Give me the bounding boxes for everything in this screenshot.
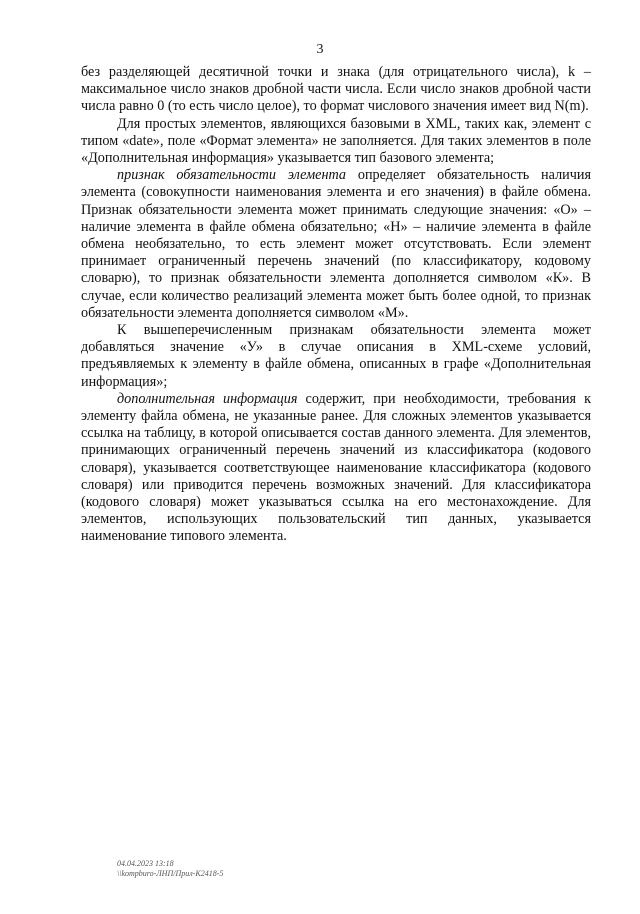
paragraph-2 (81, 116, 591, 168)
paragraph-text: определяет обязательность наличия элемента (совокупности наименования элемента и его значения) в файле обмена. Признак обязательности элемента может принимать следующие значения: «О» – наличие элемента в файле обмена обязательно; «Н» – наличие элемента в файле обмена необязательно, то есть элемент может отсутствовать. Если элемент принимает ограниченный перечень значений (по классификатору, кодовому словарю), то признак обязательности элемента дополняется символом «К». В случае, если количество реализаций элемента может быть более одной, то признак обязательности элемента дополняется символом «М». (81, 167, 591, 321)
paragraph-text: без разделяющей десятичной точки и знака (для отрицательного числа), k – максимальное число знаков дробной части числа. Если число знаков дробной части числа равно 0 (то есть число целое), то формат числового значения имеет вид N(m). (81, 64, 591, 115)
footer-stamp (117, 859, 223, 879)
paragraph-1 (81, 64, 591, 116)
paragraph-text: К вышеперечисленным признакам обязательности элемента может добавляться значение «У» в случае описания в XML-схеме условий, предъявляемых к элементу в файле обмена, описанных в графе «Дополнительная информация»; (81, 322, 591, 390)
term-additional-info: дополнительная информация (117, 390, 298, 407)
paragraph-3 (81, 167, 591, 322)
term-mandatory-flag: признак обязательности элемента (117, 167, 347, 184)
document-body (81, 64, 591, 546)
footer-file-path: \\kompburo-ЛНП/Прил-К2418-5 (117, 869, 224, 878)
paragraph-text: Для простых элементов, являющихся базовыми в XML, таких как, элемент с типом «date», поле «Формат элемента» не заполняется. Для таких элементов в поле «Дополнительная информация» указывается тип базового элемента; (81, 115, 591, 167)
paragraph-4 (81, 322, 591, 391)
footer-timestamp: 04.04.2023 13:18 (117, 859, 174, 868)
page-number: 3 (316, 42, 324, 57)
paragraph-text: содержит, при необходимости, требования к элементу файла обмена, не указанные ранее. Для сложных элементов указывается ссылка на таблицу, в которой описывается состав данного элемента. Для элементов, принимающих ограниченный перечень значений из классификатора (кодового словаря), указывается соответствующее наименование классификатора (кодового словаря) или приводится перечень возможных значений. Для классификатора (кодового словаря) может указываться ссылка на его местонахождение. Для элементов, использующих пользовательский тип данных, указывается наименование типового элемента. (81, 390, 591, 545)
paragraph-5 (81, 391, 591, 546)
